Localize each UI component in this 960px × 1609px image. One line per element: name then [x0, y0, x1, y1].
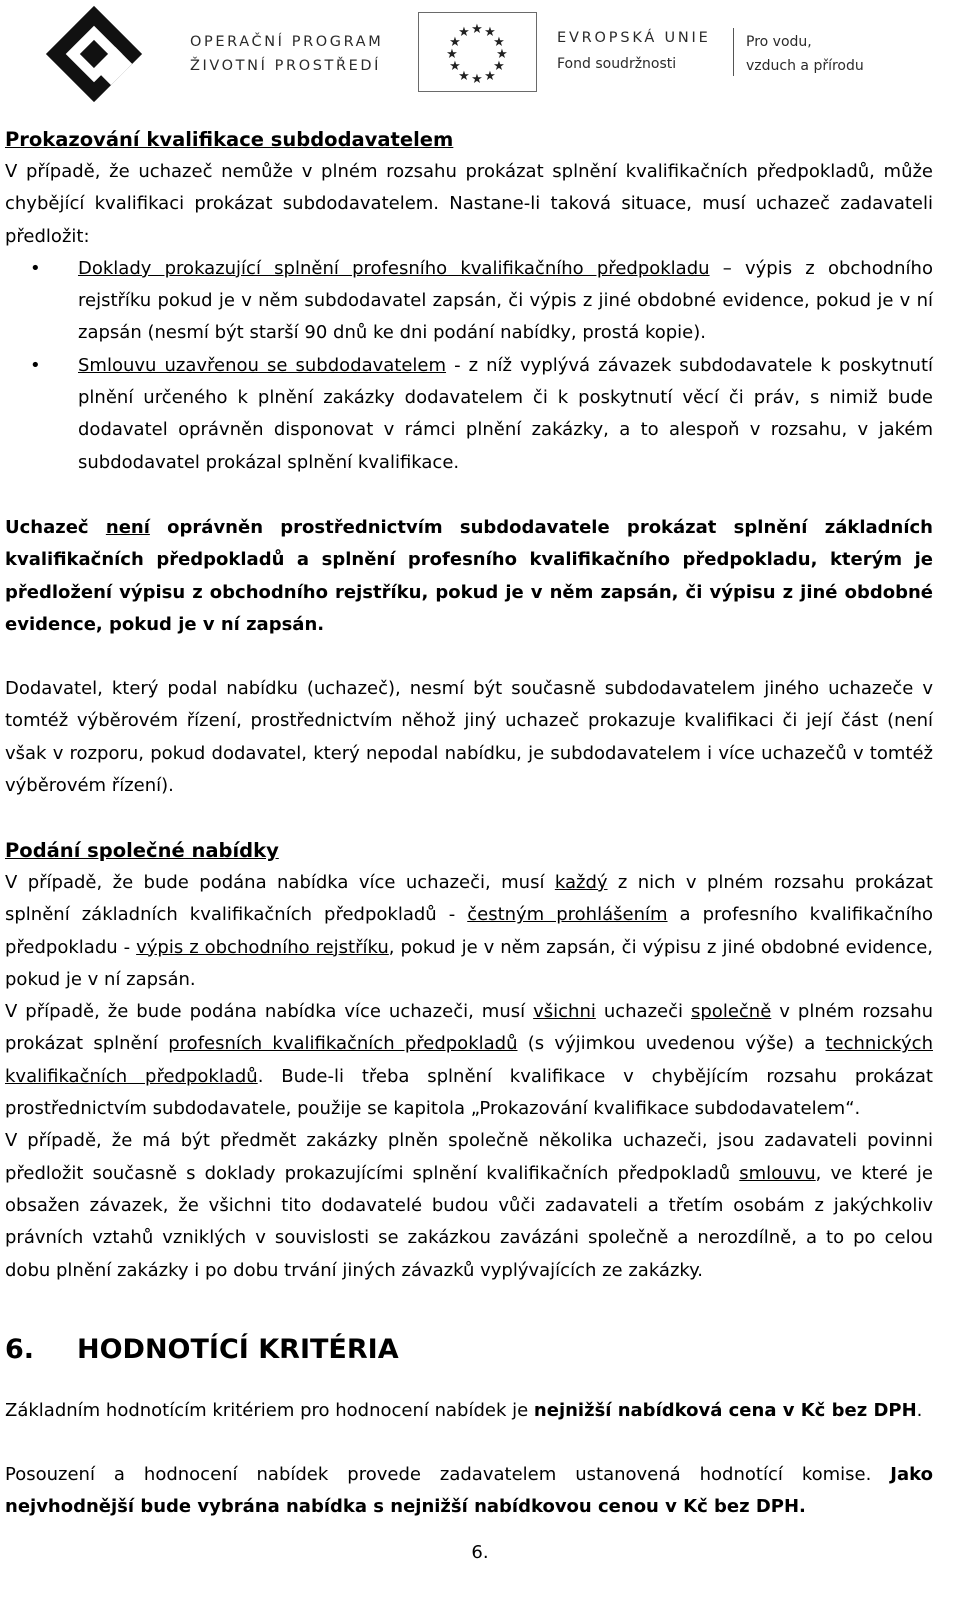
svg-text:★: ★: [471, 72, 483, 87]
restriction-text-a: Uchazeč: [5, 517, 106, 538]
svg-text:★: ★: [446, 47, 458, 62]
text-run: a profesního kvalifikačního předpokladu -: [5, 904, 933, 958]
text-run: V případě, že bude podána nabídka více uchazeči, musí: [5, 872, 555, 893]
criteria-paragraph-1: [5, 1395, 933, 1427]
op-zp-logo-icon: [44, 4, 144, 104]
page-number: 6.: [471, 1542, 489, 1563]
bullet-icon: •: [30, 257, 41, 279]
subcontractor-section: [5, 124, 933, 479]
svg-text:★: ★: [458, 69, 470, 84]
program-line-2: ŽIVOTNÍ PROSTŘEDÍ: [190, 58, 382, 74]
text-run-underlined: výpis z obchodního rejstříku: [136, 936, 389, 958]
motto-line-2: vzduch a přírodu: [746, 58, 864, 74]
list-item: [30, 253, 933, 350]
svg-text:★: ★: [471, 22, 483, 37]
text-run: V případě, že má být předmět zakázky plněn společně několika uchazeči, jsou zadavateli povinni předložit současně s doklady prokazujícími splnění kvalifikačních předpokladů: [5, 1130, 933, 1184]
restriction-emphasis: není: [105, 517, 150, 538]
text-run: uchazeči: [595, 1001, 691, 1023]
joint-offer-section: [5, 835, 933, 1287]
svg-text:★: ★: [449, 59, 461, 74]
page-header: [0, 0, 960, 110]
motto-line-1: Pro vodu,: [746, 34, 812, 50]
text-run: Posouzení a hodnocení nabídek provede zadavatelem ustanovená hodnotící komise.: [5, 1464, 891, 1485]
subcontractor-restriction: [5, 512, 933, 641]
text-run-underlined: každý: [554, 872, 608, 893]
joint-offer-heading: Podání společné nabídky: [5, 839, 279, 862]
text-run: .: [916, 1400, 923, 1421]
text-run: . Bude-li třeba splnění kvalifikace v chybějícím rozsahu prokázat prostřednictvím subdodavatele, použije se kapitola „Prokazování kvalifikace subdodavatelem“.: [5, 1065, 933, 1120]
svg-text:★: ★: [493, 35, 505, 50]
section-number: 6.: [5, 1334, 35, 1365]
list-item-lead: Doklady prokazující splnění profesního kvalifikačního předpokladu: [78, 257, 710, 279]
header-divider: [733, 28, 734, 76]
subcontractor-list: [5, 253, 933, 479]
eu-title: EVROPSKÁ UNIE: [557, 30, 711, 46]
restriction-text-b: oprávněn prostřednictvím subdodavatele prokázat splnění základních kvalifikačních předpokladů a splnění profesního kvalifikačního předpokladu, kterým je předložení výpisu z obchodního rejstříku, pokud je v něm zapsán, či výpisu z jiné obdobné evidence, pokud je v ní zapsán.: [5, 517, 933, 635]
eu-stars-icon: [419, 13, 536, 91]
program-line-1: OPERAČNÍ PROGRAM: [190, 34, 384, 50]
list-item: [30, 350, 933, 479]
eu-flag: [418, 12, 537, 92]
list-item-text: – výpis z obchodního rejstříku pokud je v něm subdodavatel zapsán, či výpis z jiné obdobné evidence, pokud je v ní zapsán (nesmí být starší 90 dnů ke dni podání nabídky, prostá kopie).: [78, 257, 933, 344]
list-item-text: - z níž vyplývá závazek subdodavatele k poskytnutí plnění určeného k plnění zakázky dodavatelem či k poskytnutí věcí či práv, s nimiž bude dodavatel oprávněn disponovat v rámci plnění zakázky, a to alespoň v rozsahu, v jakém subdodavatel prokázal splnění kvalifikace.: [78, 354, 933, 473]
text-run-bold: Jako nejvhodnější bude vybrána nabídka s nejnižší nabídkovou cenou v Kč bez DPH.: [5, 1464, 933, 1518]
supplier-paragraph: [5, 673, 933, 802]
text-run: Základním hodnotícím kritériem pro hodnocení nabídek je: [5, 1400, 534, 1421]
list-item-lead: Smlouvu uzavřenou se subdodavatelem: [78, 354, 447, 376]
svg-text:★: ★: [484, 69, 496, 84]
text-run: z nich v plném rozsahu prokázat splnění základních kvalifikačních předpokladů -: [5, 872, 933, 926]
svg-text:★: ★: [496, 47, 508, 62]
text-run-underlined: profesních kvalifikačních předpokladů: [168, 1033, 518, 1055]
eu-fund: Fond soudržnosti: [557, 56, 677, 72]
svg-text:★: ★: [458, 25, 470, 40]
joint-paragraph-3: [5, 1125, 933, 1286]
text-run-underlined: technických kvalifikačních předpokladů: [5, 1033, 933, 1087]
program-name: [190, 30, 383, 78]
svg-text:★: ★: [493, 59, 505, 74]
text-run: v plném rozsahu prokázat splnění: [5, 1001, 934, 1055]
joint-paragraph-2: [5, 996, 933, 1125]
text-run: V případě, že bude podána nabídka více uchazeči, musí: [5, 1001, 534, 1023]
section-title: HODNOTÍCÍ KRITÉRIA: [77, 1334, 399, 1365]
text-run-underlined: smlouvu: [739, 1162, 816, 1184]
subcontractor-heading: Prokazování kvalifikace subdodavatelem: [5, 128, 454, 151]
joint-paragraph-1: [5, 867, 933, 996]
criteria-paragraph-2: [5, 1459, 933, 1524]
text-run-bold: nejnižší nabídková cena v Kč bez DPH: [533, 1400, 917, 1421]
svg-text:★: ★: [484, 25, 496, 40]
text-run: , pokud je v něm zapsán, či výpisu z jiné obdobné evidence, pokud je v ní zapsán.: [5, 936, 933, 990]
text-run-underlined: čestným prohlášením: [467, 904, 668, 926]
bullet-icon: •: [30, 354, 41, 376]
text-run: (s výjimkou uvedenou výše) a: [517, 1033, 826, 1055]
supplier-text: Dodavatel, který podal nabídku (uchazeč), nesmí být současně subdodavatelem jiného uchazeče v tomtéž výběrovém řízení, prostřednictvím něhož jiný uchazeč prokazuje kvalifikaci či její část (není však v rozporu, pokud dodavatel, který nepodal nabídku, je subdodavatelem i více uchazečů v tomtéž výběrovém řízení).: [5, 678, 933, 796]
motto: [746, 30, 864, 78]
text-run-underlined: všichni: [533, 1001, 596, 1023]
subcontractor-intro: V případě, že uchazeč nemůže v plném rozsahu prokázat splnění kvalifikačních předpokladů, může chybějící kvalifikaci prokázat subdodavatelem. Nastane-li taková situace, musí uchazeč zadavateli předložit:: [5, 161, 933, 247]
section-6-heading: [5, 1334, 399, 1365]
text-run-underlined: společně: [691, 1001, 772, 1023]
text-run: , ve které je obsažen závazek, že všichni tito dodavatelé budou vůči zadavateli a třetím osobám z jakýchkoliv právních vztahů vzniklých v souvislosti se zakázkou zavázáni společně a nerozdílně, a to po celou dobu plnění zakázky i po dobu trvání jiných závazků vyplývajících ze zakázky.: [5, 1162, 933, 1281]
svg-text:★: ★: [449, 35, 461, 50]
